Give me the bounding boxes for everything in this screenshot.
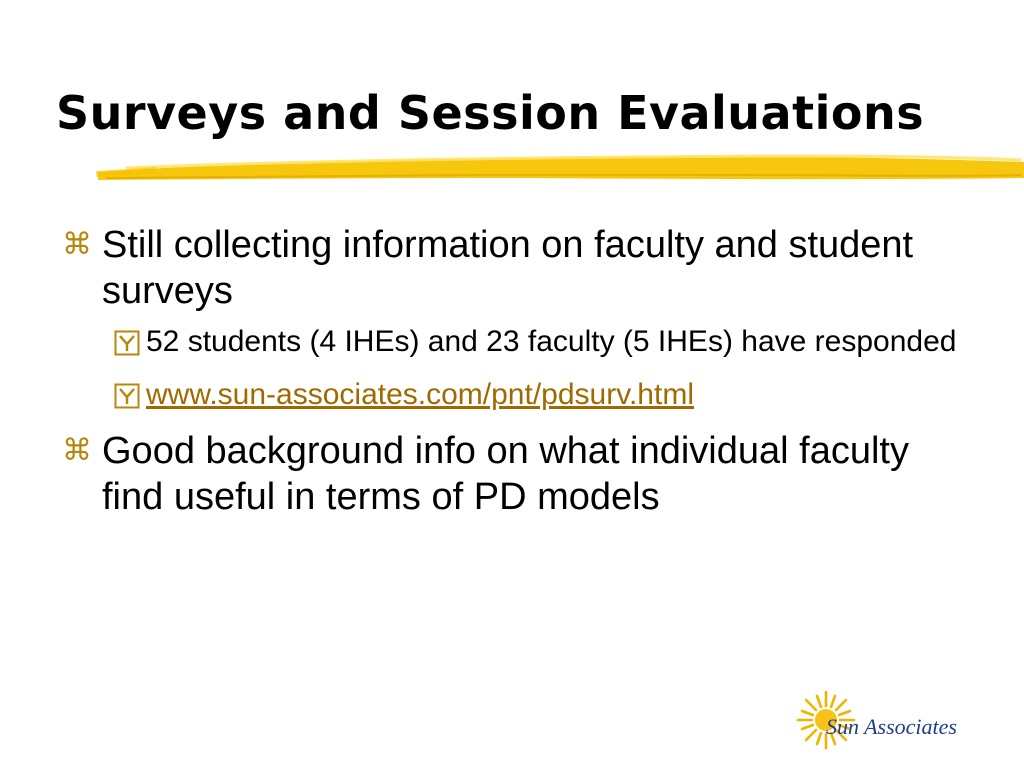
sub-bullet-item-2 bbox=[62, 375, 962, 414]
sub-bullet-text: 52 students (4 IHEs) and 23 faculty (5 IHEs) have responded bbox=[146, 325, 957, 358]
title-underline-brushstroke bbox=[96, 148, 1024, 188]
checkbox-y-icon bbox=[114, 383, 140, 409]
bullet-text: Still collecting information on faculty and student surveys bbox=[102, 224, 914, 312]
bullet-item-2 bbox=[62, 428, 962, 520]
survey-link[interactable]: www.sun-associates.com/pnt/pdsurv.html bbox=[146, 378, 694, 411]
sub-bullet-item-1 bbox=[62, 322, 962, 361]
checkbox-y-icon bbox=[114, 330, 140, 356]
logo-wordmark: Sun Associates bbox=[826, 714, 957, 739]
slide-title: Surveys and Session Evaluations bbox=[56, 86, 925, 140]
command-icon: ⌘ bbox=[62, 228, 92, 261]
bullet-list bbox=[62, 222, 962, 528]
bullet-text: Good background info on what individual faculty find useful in terms of PD models bbox=[102, 430, 909, 518]
command-icon: ⌘ bbox=[62, 434, 92, 467]
bullet-item-1 bbox=[62, 222, 962, 314]
